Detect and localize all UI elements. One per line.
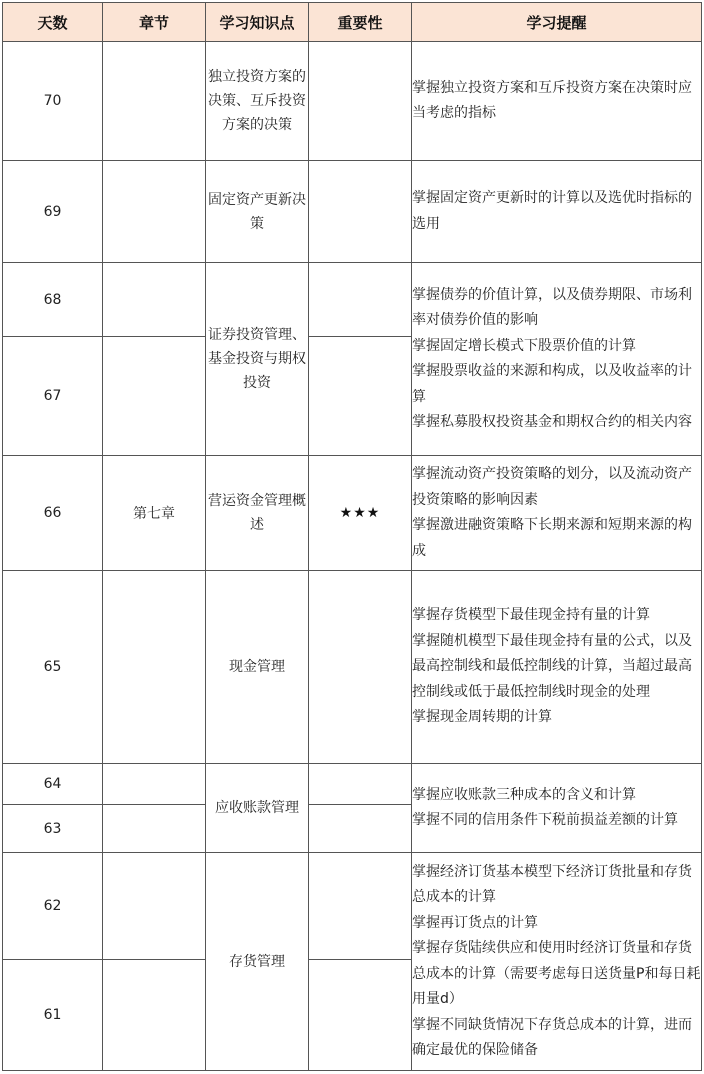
table-row xyxy=(3,571,702,764)
importance-cell-empty xyxy=(309,42,412,161)
topic-cell: 存货管理 xyxy=(206,853,309,1071)
importance-cell-empty xyxy=(309,853,412,960)
tip-line: 掌握现金周转期的计算 xyxy=(412,709,552,726)
tip-line: 掌握固定资产更新时的计算以及选优时指标的选用 xyxy=(412,190,692,232)
table-row xyxy=(3,764,702,805)
table-row xyxy=(3,456,702,571)
tip-line: 掌握流动资产投资策略的划分，以及流动资产投资策略的影响因素 xyxy=(412,466,692,508)
chapter-cell-empty xyxy=(103,161,206,263)
day-cell: 66 xyxy=(3,456,103,571)
importance-cell-empty xyxy=(309,571,412,764)
chapter-cell-empty xyxy=(103,853,206,960)
tip-line: 掌握债券的价值计算，以及债券期限、市场利率对债券价值的影响 xyxy=(412,286,692,328)
header-topic: 学习知识点 xyxy=(206,3,309,42)
importance-cell-empty xyxy=(309,960,412,1071)
day-cell: 62 xyxy=(3,853,103,960)
tip-line: 掌握私募股权投资基金和期权合约的相关内容 xyxy=(412,414,692,430)
day-cell: 61 xyxy=(3,960,103,1071)
tip-line: 掌握激进融资策略下长期来源和短期来源的构成 xyxy=(412,517,692,559)
chapter-cell-empty xyxy=(103,571,206,764)
tip-line: 掌握存货模型下最佳现金持有量的计算 xyxy=(412,607,650,624)
tip-line: 掌握存货陆续供应和使用时经济订货量和存货总成本的计算（需要考虑每日送货量P和每日耗用量d） xyxy=(412,940,701,1007)
importance-cell-empty xyxy=(309,337,412,456)
topic-cell: 证券投资管理、基金投资与期权投资 xyxy=(206,263,309,456)
chapter-cell-empty xyxy=(103,764,206,805)
day-cell: 70 xyxy=(3,42,103,161)
chapter-cell-empty xyxy=(103,263,206,337)
chapter-cell-empty xyxy=(103,805,206,853)
tips-cell xyxy=(412,571,702,764)
importance-stars: ★★★ xyxy=(309,456,412,571)
header-chapter: 章节 xyxy=(103,3,206,42)
tip-line: 掌握独立投资方案和互斥投资方案在决策时应当考虑的指标 xyxy=(412,79,692,121)
header-day: 天数 xyxy=(3,3,103,42)
table-row xyxy=(3,42,702,161)
topic-cell: 固定资产更新决策 xyxy=(206,161,309,263)
table-row xyxy=(3,853,702,960)
tip-line: 掌握随机模型下最佳现金持有量的公式，以及最高控制线和最低控制线的计算，当超过最高控制线或低于最低控制线时现金的处理 xyxy=(412,632,692,700)
importance-cell-empty xyxy=(309,764,412,805)
tips-cell xyxy=(412,263,702,456)
tips-cell xyxy=(412,161,702,263)
importance-cell-empty xyxy=(309,161,412,263)
tips-cell xyxy=(412,853,702,1071)
day-cell: 67 xyxy=(3,337,103,456)
header-row xyxy=(3,3,702,42)
tips-cell xyxy=(412,456,702,571)
table-row xyxy=(3,263,702,337)
tips-cell xyxy=(412,764,702,853)
tip-line: 掌握股票收益的来源和构成，以及收益率的计算 xyxy=(412,363,692,405)
chapter-cell-empty xyxy=(103,42,206,161)
importance-cell-empty xyxy=(309,263,412,337)
importance-cell-empty xyxy=(309,805,412,853)
table-row xyxy=(3,161,702,263)
header-tips: 学习提醒 xyxy=(412,3,702,42)
chapter-cell-empty xyxy=(103,960,206,1071)
day-cell: 65 xyxy=(3,571,103,764)
tip-line: 掌握经济订货基本模型下经济订货批量和存货总成本的计算 xyxy=(412,863,692,905)
topic-cell: 应收账款管理 xyxy=(206,764,309,853)
tip-line: 掌握固定增长模式下股票价值的计算 xyxy=(412,337,636,354)
day-cell: 69 xyxy=(3,161,103,263)
tip-line: 掌握应收账款三种成本的含义和计算 xyxy=(412,786,636,803)
day-cell: 63 xyxy=(3,805,103,853)
topic-cell: 营运资金管理概述 xyxy=(206,456,309,571)
topic-cell: 独立投资方案的决策、互斥投资方案的决策 xyxy=(206,42,309,161)
day-cell: 68 xyxy=(3,263,103,337)
chapter-cell-empty xyxy=(103,337,206,456)
topic-cell: 现金管理 xyxy=(206,571,309,764)
header-importance: 重要性 xyxy=(309,3,412,42)
tip-line: 掌握不同的信用条件下税前损益差额的计算 xyxy=(412,812,678,828)
tips-cell xyxy=(412,42,702,161)
study-plan-table xyxy=(2,2,702,1071)
day-cell: 64 xyxy=(3,764,103,805)
tip-line: 掌握不同缺货情况下存货总成本的计算，进而确定最优的保险储备 xyxy=(412,1016,692,1058)
tip-line: 掌握再订货点的计算 xyxy=(412,914,538,931)
chapter-cell: 第七章 xyxy=(103,456,206,571)
